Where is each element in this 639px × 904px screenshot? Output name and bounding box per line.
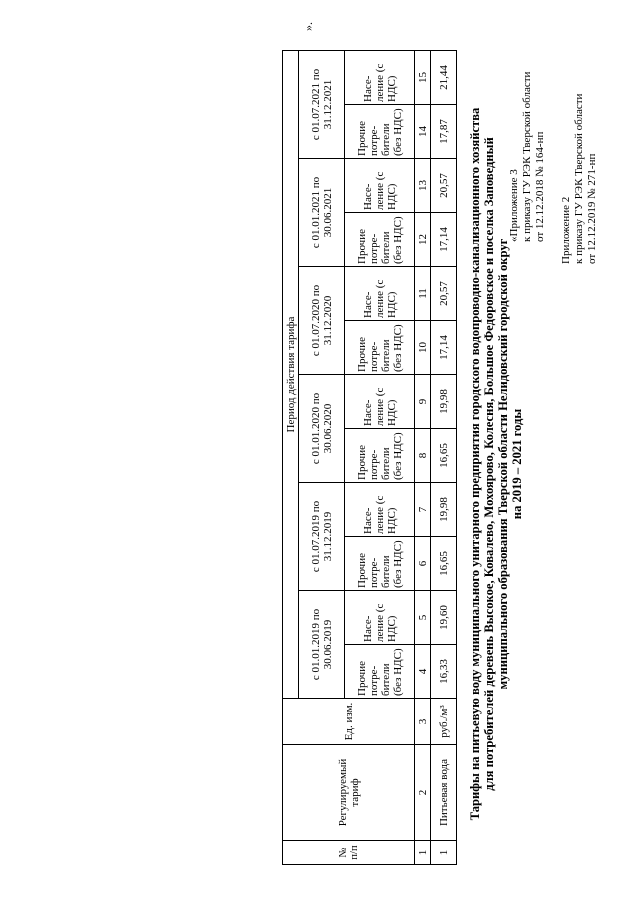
tariff-value: 19,60 <box>431 591 457 645</box>
tariff-value: 20,57 <box>431 267 457 321</box>
column-number: 5 <box>415 591 431 645</box>
period-header: с 01.01.2021 по 30.06.2021 <box>299 159 345 267</box>
period-header: с 01.07.2020 по 31.12.2020 <box>299 267 345 375</box>
column-number: 2 <box>415 745 431 841</box>
tariff-value: 16,65 <box>431 429 457 483</box>
table-row <box>431 51 457 865</box>
column-number: 14 <box>415 105 431 159</box>
sub-header-population: Насе- ление (с НДС) <box>345 591 415 645</box>
tariff-value: 21,44 <box>431 51 457 105</box>
sub-header-population: Насе- ление (с НДС) <box>345 375 415 429</box>
column-number: 3 <box>415 699 431 745</box>
tariff-value: 17,14 <box>431 321 457 375</box>
period-header: с 01.07.2019 по 31.12.2019 <box>299 483 345 591</box>
closing-quote: ». <box>301 22 315 31</box>
row-unit: руб./м³ <box>431 699 457 745</box>
annex-note-current: Приложение 2 к приказу ГУ РЭК Тверской области от 12.12.2019 № 271-нп <box>560 93 598 264</box>
sub-header-other: Прочие потре- бители (без НДС) <box>345 537 415 591</box>
sub-header-other: Прочие потре- бители (без НДС) <box>345 213 415 267</box>
column-number: 11 <box>415 267 431 321</box>
sub-header-population: Насе- ление (с НДС) <box>345 483 415 537</box>
column-number-row <box>415 51 431 865</box>
period-header: с 01.01.2019 по 30.06.2019 <box>299 591 345 699</box>
header-number: № п/п <box>283 841 415 865</box>
column-number: 13 <box>415 159 431 213</box>
row-tariff-name: Питьевая вода <box>431 745 457 841</box>
sub-header-other: Прочие потре- бители (без НДС) <box>345 105 415 159</box>
tariff-value: 16,33 <box>431 645 457 699</box>
annex-note-previous: «Приложение 3 к приказу ГУ РЭК Тверской области от 12.12.2018 № 164-нп <box>508 71 546 242</box>
sub-header-population: Насе- ление (с НДС) <box>345 159 415 213</box>
column-number: 15 <box>415 51 431 105</box>
document-title: Тарифы на питьевую воду муниципального унитарного предприятия городского водопроводно-канализационного хозяйства для потребителей деревень Высокое, Ковалево, Мохоярово, Колесня, Большое Федоровское и поселка Заповедный муниципального образования Тверской области Нелидовский городской округ на 2019 – 2021 годы <box>468 107 524 821</box>
column-number: 7 <box>415 483 431 537</box>
row-number: 1 <box>431 841 457 865</box>
sub-header-other: Прочие потре- бители (без НДС) <box>345 429 415 483</box>
tariff-value: 19,98 <box>431 483 457 537</box>
column-number: 8 <box>415 429 431 483</box>
sub-header-population: Насе- ление (с НДС) <box>345 267 415 321</box>
column-number: 9 <box>415 375 431 429</box>
tariff-table <box>282 50 457 865</box>
column-number: 6 <box>415 537 431 591</box>
period-header: с 01.01.2020 по 30.06.2020 <box>299 375 345 483</box>
column-number: 10 <box>415 321 431 375</box>
column-number: 1 <box>415 841 431 865</box>
header-unit: Ед. изм. <box>283 699 415 745</box>
sub-header-population: Насе- ление (с НДС) <box>345 51 415 105</box>
tariff-value: 17,14 <box>431 213 457 267</box>
period-header: с 01.07.2021 по 31.12.2021 <box>299 51 345 159</box>
header-period: Период действия тарифа <box>283 51 299 699</box>
sub-header-other: Прочие потре- бители (без НДС) <box>345 645 415 699</box>
tariff-value: 17,87 <box>431 105 457 159</box>
tariff-value: 20,57 <box>431 159 457 213</box>
tariff-value: 16,65 <box>431 537 457 591</box>
tariff-value: 19,98 <box>431 375 457 429</box>
header-tariff: Регулируемый тариф <box>283 745 415 841</box>
column-number: 12 <box>415 213 431 267</box>
column-number: 4 <box>415 645 431 699</box>
sub-header-other: Прочие потре- бители (без НДС) <box>345 321 415 375</box>
